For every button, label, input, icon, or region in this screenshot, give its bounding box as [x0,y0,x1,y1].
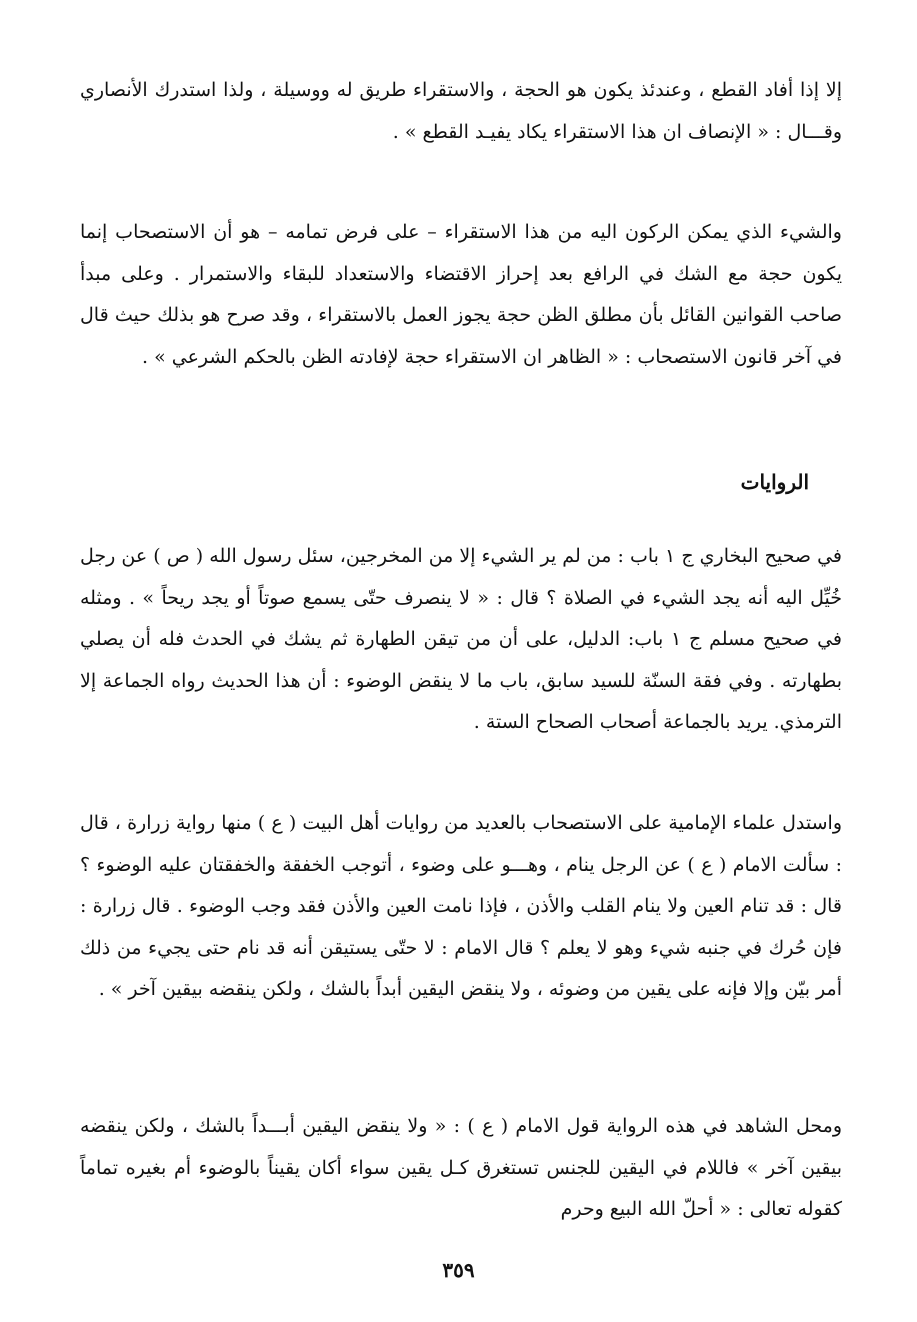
paragraph-zurara-narration: واستدل علماء الإمامية على الاستصحاب بالعديد من روايات أهل البيت ( ع ) منها رواية زرارة ، قال : سألت الامام ( ع ) عن الرجل ينام ، وهـــو على وضوء ، أتوجب الخفقة والخفقتان عليه الوضوء ؟ قال : قد تنام العين ولا ينام القلب والأذن ، فإذا نامت العين والأذن فقد وجب الوضوء . قال زرارة : فإن حُرك في جنبه شيء وهو لا يعلم ؟ قال الامام : لا حتّى يستيقن أنه قد نام حتى يجيء من ذلك أمر بيّن وإلا فإنه على يقين من وضوئه ، ولا ينقض اليقين أبداً بالشك ، ولكن ينقضه بيقين آخر » . [80,812,842,1000]
paragraph-istishab-basis: والشيء الذي يمكن الركون اليه من هذا الاستقراء – على فرض تمامه – هو أن الاستصحاب إنما يكون حجة مع الشك في الرافع بعد إحراز الاقتضاء والاستعداد للبقاء والاستمرار . وعلى مبدأ صاحب القوانين القائل بأن مطلق الظن حجة يجوز العمل بالاستقراء ، وقد صرح هو بذلك حيث قال في آخر قانون الاستصحاب : « الظاهر ان الاستقراء حجة لإفادته الظن بالحكم الشرعي » . [80,221,842,368]
paragraph-bukhari-narration: في صحيح البخاري ج ١ باب : من لم ير الشيء إلا من المخرجين، سئل رسول الله ( ص ) عن رجل خُيِّل اليه أنه يجد الشيء في الصلاة ؟ قال : « لا ينصرف حتّى يسمع صوتاً أو يجد ريحاً » . ومثله في صحيح مسلم ج ١ باب: الدليل، على أن من تيقن الطهارة ثم يشك في الحدث فله أن يصلي بطهارته . وفي فقة السنّة للسيد سابق، باب ما لا ينقض الوضوء : أن هذا الحديث رواه الجماعة إلا الترمذي. يريد بالجماعة أصحاب الصحاح الستة . [80,545,843,733]
section-heading-narrations: الروايات [740,470,809,494]
paragraph-evidence-point: ومحل الشاهد في هذه الرواية قول الامام ( ع ) : « ولا ينقض اليقين أبـــداً بالشك ، ولكن ينقضه بيقين آخر » فاللام في اليقين للجنس تستغرق كـل يقين سواء أكان يقيناً بالوضوء أم بغيره تماماً كقوله تعالى : « أحلّ الله البيع وحرم [80,1115,842,1220]
paragraph-induction-conclusion: إلا إذا أفاد القطع ، وعندئذ يكون هو الحجة ، والاستقراء طريق له ووسيلة ، ولذا استدرك الأنصاري وقـــال : « الإنصاف ان هذا الاستقراء يكاد يفيـد القطع » . [80,79,842,143]
page-number: ٣٥٩ [442,1258,475,1282]
